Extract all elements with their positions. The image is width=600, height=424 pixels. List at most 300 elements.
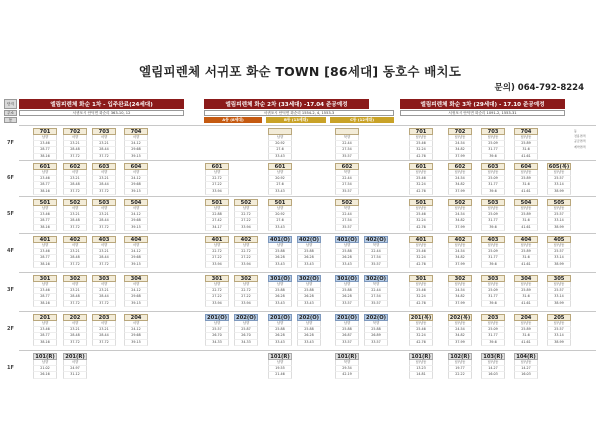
unit-cell <box>514 163 538 195</box>
unit-number: 604 <box>124 163 148 170</box>
unit-cell <box>547 236 571 268</box>
unit-area-value: 25.89 <box>514 249 538 255</box>
unit-number: 601 <box>409 163 433 170</box>
unit-area-value: 28.44 <box>92 182 116 188</box>
unit-area-value: 32.24 <box>409 255 433 261</box>
unit-area-value: 31.77 <box>481 147 505 153</box>
unit-number: 103(R) <box>481 353 505 360</box>
area-legend-item: 동 <box>574 129 577 133</box>
unit-cell <box>481 199 505 231</box>
unit-direction: 남/남동 <box>448 282 472 288</box>
unit-area-value: 25.88 <box>364 327 388 333</box>
unit-area-value: 35.57 <box>364 301 388 307</box>
unit-area-value: 28.48 <box>63 182 87 188</box>
unit-area-value: 37.99 <box>448 262 472 268</box>
unit-number: 704 <box>514 128 538 135</box>
unit-area-value: 26.28 <box>268 333 292 339</box>
unit-cell <box>92 128 116 160</box>
unit-area-value: 23.46 <box>33 288 57 294</box>
floor-divider <box>19 272 596 273</box>
unit-direction: 북향 <box>335 360 359 366</box>
unit-area-value: 22.72 <box>205 249 229 255</box>
unit-direction: 남향 <box>268 321 292 327</box>
unit-area-value: 33.94 <box>205 301 229 307</box>
unit-direction: 남/남동 <box>409 360 433 366</box>
unit-number: 402(O) <box>297 236 321 243</box>
unit-direction: 서향 <box>124 243 148 249</box>
unit-area-value: 22.72 <box>205 288 229 294</box>
unit-area-value: 32.24 <box>409 218 433 224</box>
unit-area-value: 25.89 <box>514 288 538 294</box>
unit-number: 101(R) <box>268 353 292 360</box>
building-2-title: 엘림피렌체 화순 2차 (33세대) -17.04 준공예정 <box>204 99 369 109</box>
unit-cell <box>205 275 229 307</box>
unit-area-value: 25.57 <box>547 288 571 294</box>
unit-direction: 서향 <box>63 282 87 288</box>
unit-direction: 남/남동 <box>514 135 538 141</box>
unit-cell <box>234 314 258 346</box>
unit-area-value: 34.82 <box>448 147 472 153</box>
unit-area-value: 34.33 <box>205 340 229 346</box>
unit-area-value: 32.24 <box>409 294 433 300</box>
unit-area-value: 26.87 <box>335 333 359 339</box>
unit-area-value: 27.22 <box>234 255 258 261</box>
unit-direction: 남향 <box>205 206 229 212</box>
unit-direction: 서향 <box>124 170 148 176</box>
unit-area-value: 28.48 <box>63 255 87 261</box>
unit-number: 305 <box>547 275 571 282</box>
unit-cell <box>297 275 321 307</box>
unit-area-value: 39.15 <box>124 262 148 268</box>
unit-area-value: 25.46 <box>409 249 433 255</box>
unit-area-value: 24.54 <box>448 212 472 218</box>
unit-cell <box>409 353 433 379</box>
unit-area-value: 24.54 <box>448 141 472 147</box>
unit-area-value: 25.57 <box>205 327 229 333</box>
floor-divider <box>19 196 596 197</box>
unit-number: 501 <box>409 199 433 206</box>
unit-cell <box>514 199 538 231</box>
unit-area-value: 26.28 <box>268 255 292 261</box>
unit-area-value: 38.99 <box>547 340 571 346</box>
floor-label: 7F <box>7 140 14 146</box>
unit-number: 401 <box>205 236 229 243</box>
unit-area-value: 28.48 <box>63 218 87 224</box>
unit-cell <box>481 353 505 379</box>
floor-divider <box>19 160 596 161</box>
unit-direction: 남향 <box>268 135 292 141</box>
unit-direction: 남/남동 <box>481 135 505 141</box>
unit-area-value: 39.6 <box>481 225 505 231</box>
unit-area-value: 35.57 <box>335 154 359 160</box>
unit-area-value: 39.6 <box>481 301 505 307</box>
area-legend-item: 전용면적 <box>574 134 586 139</box>
unit-area-value: 28.48 <box>63 294 87 300</box>
unit-cell <box>63 236 87 268</box>
unit-cell <box>364 314 388 346</box>
unit-number: 301 <box>205 275 229 282</box>
unit-area-value: 39.6 <box>481 154 505 160</box>
unit-area-value: 27.6 <box>268 218 292 224</box>
unit-area-value: 25.88 <box>297 249 321 255</box>
unit-direction: 북향 <box>364 321 388 327</box>
unit-cell <box>514 275 538 307</box>
unit-area-value: 41.61 <box>514 225 538 231</box>
unit-number: 502 <box>448 199 472 206</box>
unit-cell <box>514 353 538 379</box>
unit-number: 702 <box>63 128 87 135</box>
floor-label: 2F <box>7 326 14 332</box>
unit-area-value: 35.57 <box>335 225 359 231</box>
unit-area-value: 20.92 <box>268 141 292 147</box>
unit-area-value: 33.43 <box>268 225 292 231</box>
unit-cell <box>268 353 292 379</box>
unit-direction: 남/남동 <box>481 321 505 327</box>
unit-area-value: 37.99 <box>448 301 472 307</box>
unit-number <box>335 128 359 135</box>
unit-direction: 서향 <box>124 321 148 327</box>
unit-cell <box>92 163 116 195</box>
unit-number: 602 <box>63 163 87 170</box>
unit-number: 302 <box>63 275 87 282</box>
unit-direction: 서향 <box>92 282 116 288</box>
unit-direction: 남/남동 <box>514 243 538 249</box>
unit-area-value: 38.16 <box>33 262 57 268</box>
unit-number: 504 <box>124 199 148 206</box>
unit-number: 201(O) <box>205 314 229 321</box>
unit-cell <box>33 353 57 379</box>
unit-area-value: 25.87 <box>234 327 258 333</box>
unit-area-value: 25.09 <box>481 176 505 182</box>
unit-number: 301(O) <box>335 275 359 282</box>
unit-direction: 남향 <box>33 135 57 141</box>
unit-number: 302(O) <box>364 275 388 282</box>
unit-number: 201(O) <box>335 314 359 321</box>
floor-divider <box>19 233 596 234</box>
unit-cell <box>481 236 505 268</box>
unit-number: 501 <box>33 199 57 206</box>
unit-area-value: 23.21 <box>92 141 116 147</box>
unit-area-value: 33.43 <box>297 340 321 346</box>
unit-area-value: 33.43 <box>297 262 321 268</box>
unit-area-value: 23.21 <box>63 288 87 294</box>
unit-area-value: 32.24 <box>409 147 433 153</box>
unit-cell <box>268 163 292 195</box>
unit-direction: 남향 <box>33 282 57 288</box>
unit-number: 201(O) <box>268 314 292 321</box>
unit-direction: 남향 <box>268 243 292 249</box>
unit-direction: 남/남동 <box>481 206 505 212</box>
unit-cell <box>409 314 433 346</box>
unit-direction: 남/남동 <box>481 243 505 249</box>
unit-area-value: 27.6 <box>268 182 292 188</box>
unit-direction: 남/남동 <box>448 170 472 176</box>
unit-cell <box>268 199 292 231</box>
unit-area-value: 29.68 <box>124 255 148 261</box>
unit-area-value: 38.99 <box>547 225 571 231</box>
unit-area-value: 34.82 <box>448 333 472 339</box>
unit-area-value: 39.15 <box>124 154 148 160</box>
unit-cell <box>234 275 258 307</box>
unit-area-value: 24.97 <box>63 366 87 372</box>
unit-area-value: 22.44 <box>364 249 388 255</box>
unit-number: 102(R) <box>448 353 472 360</box>
unit-area-value: 37.72 <box>92 225 116 231</box>
unit-area-value: 29.68 <box>124 294 148 300</box>
unit-direction: 남/남동 <box>514 360 538 366</box>
section-c-dong: C동 (12세대) <box>330 117 394 123</box>
unit-area-value: 42.76 <box>409 189 433 195</box>
unit-area-value: 27.54 <box>364 294 388 300</box>
unit-number: 501 <box>205 199 229 206</box>
unit-area-value: 25.09 <box>481 212 505 218</box>
unit-direction: 남/남동 <box>547 321 571 327</box>
unit-area-value: 37.72 <box>63 154 87 160</box>
unit-number: 403 <box>92 236 116 243</box>
unit-area-value: 31.6 <box>514 218 538 224</box>
unit-area-value: 22.44 <box>364 288 388 294</box>
unit-area-value: 25.88 <box>268 288 292 294</box>
unit-direction: 남향 <box>335 243 359 249</box>
unit-area-value: 23.46 <box>33 327 57 333</box>
unit-area-value: 25.57 <box>547 176 571 182</box>
unit-area-value: 25.89 <box>514 327 538 333</box>
unit-area-value: 25.57 <box>547 249 571 255</box>
unit-number: 304 <box>124 275 148 282</box>
unit-cell <box>409 275 433 307</box>
unit-area-value: 34.82 <box>448 255 472 261</box>
unit-cell <box>92 314 116 346</box>
unit-direction: 남/남동 <box>514 282 538 288</box>
unit-number: 601 <box>205 163 229 170</box>
unit-cell <box>335 163 359 195</box>
unit-number: 201(복) <box>410 315 432 321</box>
unit-area-value: 37.72 <box>92 262 116 268</box>
unit-number: 101(R) <box>409 353 433 360</box>
unit-number: 505 <box>547 199 571 206</box>
unit-number: 303 <box>481 275 505 282</box>
unit-cell <box>33 128 57 160</box>
unit-area-value: 39.15 <box>124 225 148 231</box>
unit-direction: 서향 <box>124 135 148 141</box>
unit-cell <box>448 314 472 346</box>
unit-area-value: 26.28 <box>335 294 359 300</box>
unit-area-value: 24.12 <box>124 327 148 333</box>
unit-number: 602 <box>448 163 472 170</box>
unit-direction: 서향 <box>92 135 116 141</box>
unit-area-value: 33.14 <box>547 218 571 224</box>
unit-area-value: 26.70 <box>234 333 258 339</box>
unit-area-value: 28.77 <box>33 333 57 339</box>
unit-number: 203 <box>481 314 505 321</box>
unit-cell <box>124 128 148 160</box>
unit-area-value: 25.57 <box>547 212 571 218</box>
unit-number: 302 <box>448 275 472 282</box>
unit-cell <box>514 314 538 346</box>
unit-area-value: 22.88 <box>205 212 229 218</box>
unit-area-value: 25.46 <box>409 327 433 333</box>
unit-direction: 남/남동 <box>481 360 505 366</box>
unit-direction: 남향 <box>268 206 292 212</box>
unit-cell <box>33 163 57 195</box>
unit-direction: 서향 <box>63 321 87 327</box>
unit-cell <box>335 236 359 268</box>
floor-divider <box>19 350 596 351</box>
unit-number: 704 <box>124 128 148 135</box>
unit-area-value: 28.77 <box>33 182 57 188</box>
unit-area-value: 37.99 <box>448 340 472 346</box>
unit-cell <box>547 314 571 346</box>
unit-area-value: 28.77 <box>33 218 57 224</box>
unit-number: 701 <box>33 128 57 135</box>
unit-area-value: 37.72 <box>92 301 116 307</box>
unit-direction: 남향 <box>205 243 229 249</box>
unit-area-value: 24.12 <box>124 249 148 255</box>
unit-area-value: 25.88 <box>297 288 321 294</box>
unit-direction: 서향 <box>92 321 116 327</box>
unit-direction: 남/남동 <box>481 170 505 176</box>
unit-direction: 북향 <box>335 170 359 176</box>
unit-area-value: 25.46 <box>409 141 433 147</box>
section-b-dong: B동 (13세대) <box>266 117 326 123</box>
unit-area-value: 23.21 <box>63 212 87 218</box>
unit-direction: 남/남동 <box>448 243 472 249</box>
unit-area-value: 33.57 <box>335 340 359 346</box>
unit-direction: 남/남동 <box>409 170 433 176</box>
unit-number: 703 <box>481 128 505 135</box>
unit-cell <box>63 353 87 379</box>
unit-direction: 남향 <box>33 360 57 366</box>
unit-area-value: 27.42 <box>205 218 229 224</box>
unit-area-value: 21.46 <box>268 372 292 378</box>
unit-number: 502 <box>234 199 258 206</box>
unit-cell <box>33 314 57 346</box>
unit-number: 501 <box>268 199 292 206</box>
unit-direction: 서향 <box>92 170 116 176</box>
unit-area-value: 33.94 <box>205 262 229 268</box>
unit-cell <box>448 163 472 195</box>
building-2-address: 서귀포시 안덕면 화순리 1554-2, 4, 1553-3 <box>204 110 394 116</box>
unit-cell <box>63 128 87 160</box>
unit-direction: 서향 <box>124 206 148 212</box>
unit-area-value: 38.16 <box>33 301 57 307</box>
unit-cell <box>547 163 571 195</box>
unit-number <box>268 128 292 135</box>
unit-area-value: 16.03 <box>514 372 538 378</box>
unit-area-value: 41.61 <box>514 301 538 307</box>
unit-area-value: 22.72 <box>205 176 229 182</box>
unit-area-value: 22.72 <box>234 249 258 255</box>
unit-direction: 남향 <box>33 206 57 212</box>
unit-area-value: 27.22 <box>205 182 229 188</box>
unit-area-value: 24.12 <box>124 212 148 218</box>
unit-number: 701 <box>409 128 433 135</box>
unit-cell <box>268 236 292 268</box>
unit-area-value: 27.22 <box>234 218 258 224</box>
unit-area-value: 29.68 <box>124 182 148 188</box>
unit-cell <box>92 275 116 307</box>
unit-direction: 서향 <box>63 206 87 212</box>
unit-direction: 북향 <box>335 135 359 141</box>
unit-area-value: 41.61 <box>514 189 538 195</box>
area-legend-item: 공급면적 <box>574 139 586 144</box>
unit-area-value: 29.68 <box>124 333 148 339</box>
unit-area-value: 22.22 <box>448 372 472 378</box>
unit-number: 502 <box>335 199 359 206</box>
unit-cell <box>481 275 505 307</box>
unit-area-value: 42.19 <box>335 372 359 378</box>
unit-area-value: 33.43 <box>297 301 321 307</box>
unit-area-value: 22.44 <box>335 141 359 147</box>
unit-area-value: 35.57 <box>335 189 359 195</box>
unit-area-value: 27.22 <box>205 294 229 300</box>
unit-area-value: 25.46 <box>409 288 433 294</box>
unit-direction: 서향 <box>63 243 87 249</box>
unit-area-value: 25.09 <box>481 327 505 333</box>
unit-area-value: 25.88 <box>297 327 321 333</box>
unit-direction: 북향 <box>364 282 388 288</box>
unit-number: 402 <box>448 236 472 243</box>
unit-area-value: 23.46 <box>33 212 57 218</box>
unit-area-value: 34.33 <box>234 340 258 346</box>
unit-area-value: 31.6 <box>514 294 538 300</box>
unit-area-value: 22.44 <box>335 176 359 182</box>
unit-cell <box>33 275 57 307</box>
unit-cell <box>92 236 116 268</box>
unit-cell <box>33 236 57 268</box>
unit-direction: 남/남동 <box>514 170 538 176</box>
unit-cell <box>481 128 505 160</box>
unit-area-value: 25.89 <box>514 141 538 147</box>
unit-area-value: 33.43 <box>268 340 292 346</box>
unit-cell <box>364 236 388 268</box>
unit-area-value: 38.16 <box>33 340 57 346</box>
unit-area-value: 27.54 <box>335 147 359 153</box>
unit-direction: 남향 <box>33 243 57 249</box>
unit-number: 402 <box>234 236 258 243</box>
unit-area-value: 28.44 <box>92 294 116 300</box>
unit-number: 703 <box>92 128 116 135</box>
unit-area-value: 28.77 <box>33 255 57 261</box>
unit-direction: 남향 <box>268 170 292 176</box>
unit-cell <box>448 236 472 268</box>
unit-direction: 남향 <box>33 170 57 176</box>
unit-area-value: 35.57 <box>364 262 388 268</box>
unit-area-value: 16.03 <box>481 372 505 378</box>
floor-label: 4F <box>7 248 14 254</box>
unit-cell <box>124 236 148 268</box>
unit-area-value: 33.57 <box>364 340 388 346</box>
floor-label: 3F <box>7 287 14 293</box>
unit-cell <box>481 314 505 346</box>
unit-number: 301 <box>409 275 433 282</box>
unit-area-value: 22.72 <box>234 212 258 218</box>
unit-area-value: 27.54 <box>364 255 388 261</box>
unit-area-value: 37.72 <box>92 154 116 160</box>
unit-number: 101(R) <box>33 353 57 360</box>
unit-area-value: 37.99 <box>448 189 472 195</box>
unit-direction: 남/남동 <box>547 282 571 288</box>
unit-number: 201 <box>33 314 57 321</box>
unit-area-value: 24.54 <box>448 176 472 182</box>
unit-area-value: 38.99 <box>547 301 571 307</box>
unit-cell <box>448 128 472 160</box>
unit-area-value: 32.24 <box>409 333 433 339</box>
unit-area-value: 31.77 <box>481 218 505 224</box>
unit-area-value: 25.09 <box>481 249 505 255</box>
unit-direction: 남/남동 <box>547 170 571 176</box>
unit-cell <box>297 314 321 346</box>
